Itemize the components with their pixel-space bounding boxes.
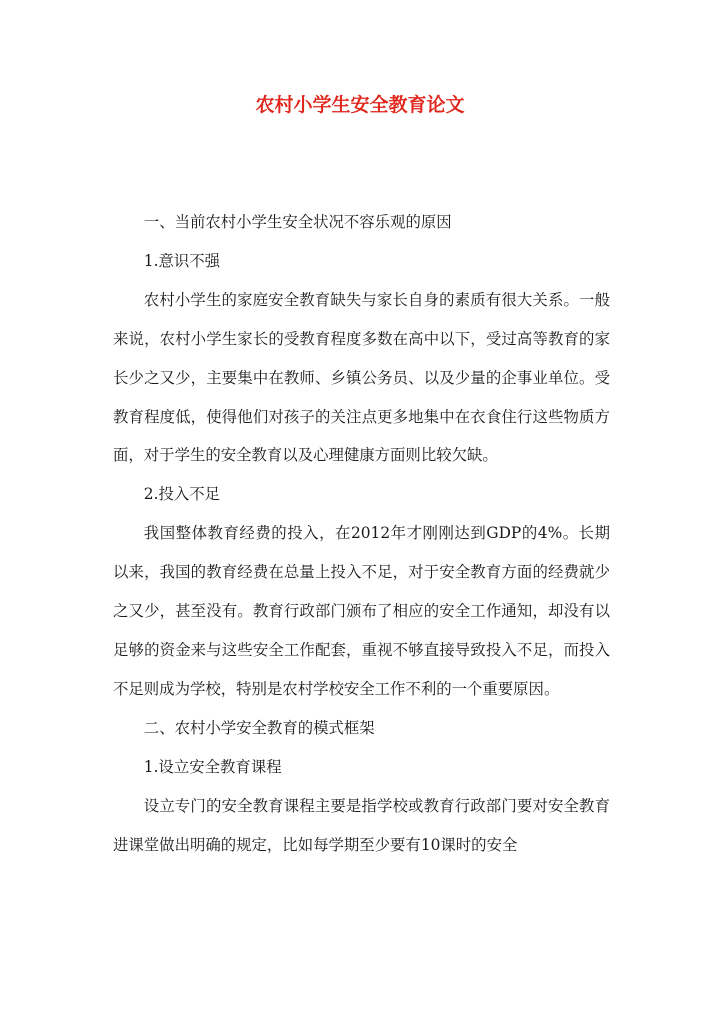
paragraph-curriculum: 设立专门的安全教育课程主要是指学校或教育行政部门要对安全教育进课堂做出明确的规定，比如每学期至少要有10课时的安全 [113, 796, 610, 854]
paragraph-family-education: 农村小学生的家庭安全教育缺失与家长自身的素质有很大关系。一般来说，农村小学生家长的受教育程度多数在高中以下，受过高等教育的家长少之又少，主要集中在教师、乡镇公务员、以及少量的企事业单位。受教育程度低，使得他们对孩子的关注点更多地集中在衣食住行这些物质方面，对于学生的安全教育以及心理健康方面则比较欠缺。 [113, 290, 610, 465]
subheading-curriculum: 1.设立安全教育课程 [143, 757, 282, 776]
section-heading-1: 一、当前农村小学生安全状况不容乐观的原因 [143, 213, 452, 231]
document-title: 农村小学生安全教育论文 [255, 94, 465, 116]
subheading-awareness: 1.意识不强 [143, 251, 221, 270]
paragraph-funding: 我国整体教育经费的投入，在2012年才刚刚达到GDP的4%。长期以来，我国的教育经费在总量上投入不足，对于安全教育方面的经费就少之又少，甚至没有。教育行政部门颁布了相应的安全工作通知，却没有以足够的资金来与这些安全工作配套，重视不够直接导致投入不足，而投入不足则成为学校，特别是农村学校安全工作不利的一个重要原因。 [113, 524, 610, 698]
section-heading-2: 二、农村小学安全教育的模式框架 [143, 718, 375, 737]
document-body [113, 203, 610, 864]
subheading-investment: 2.投入不足 [143, 485, 221, 504]
